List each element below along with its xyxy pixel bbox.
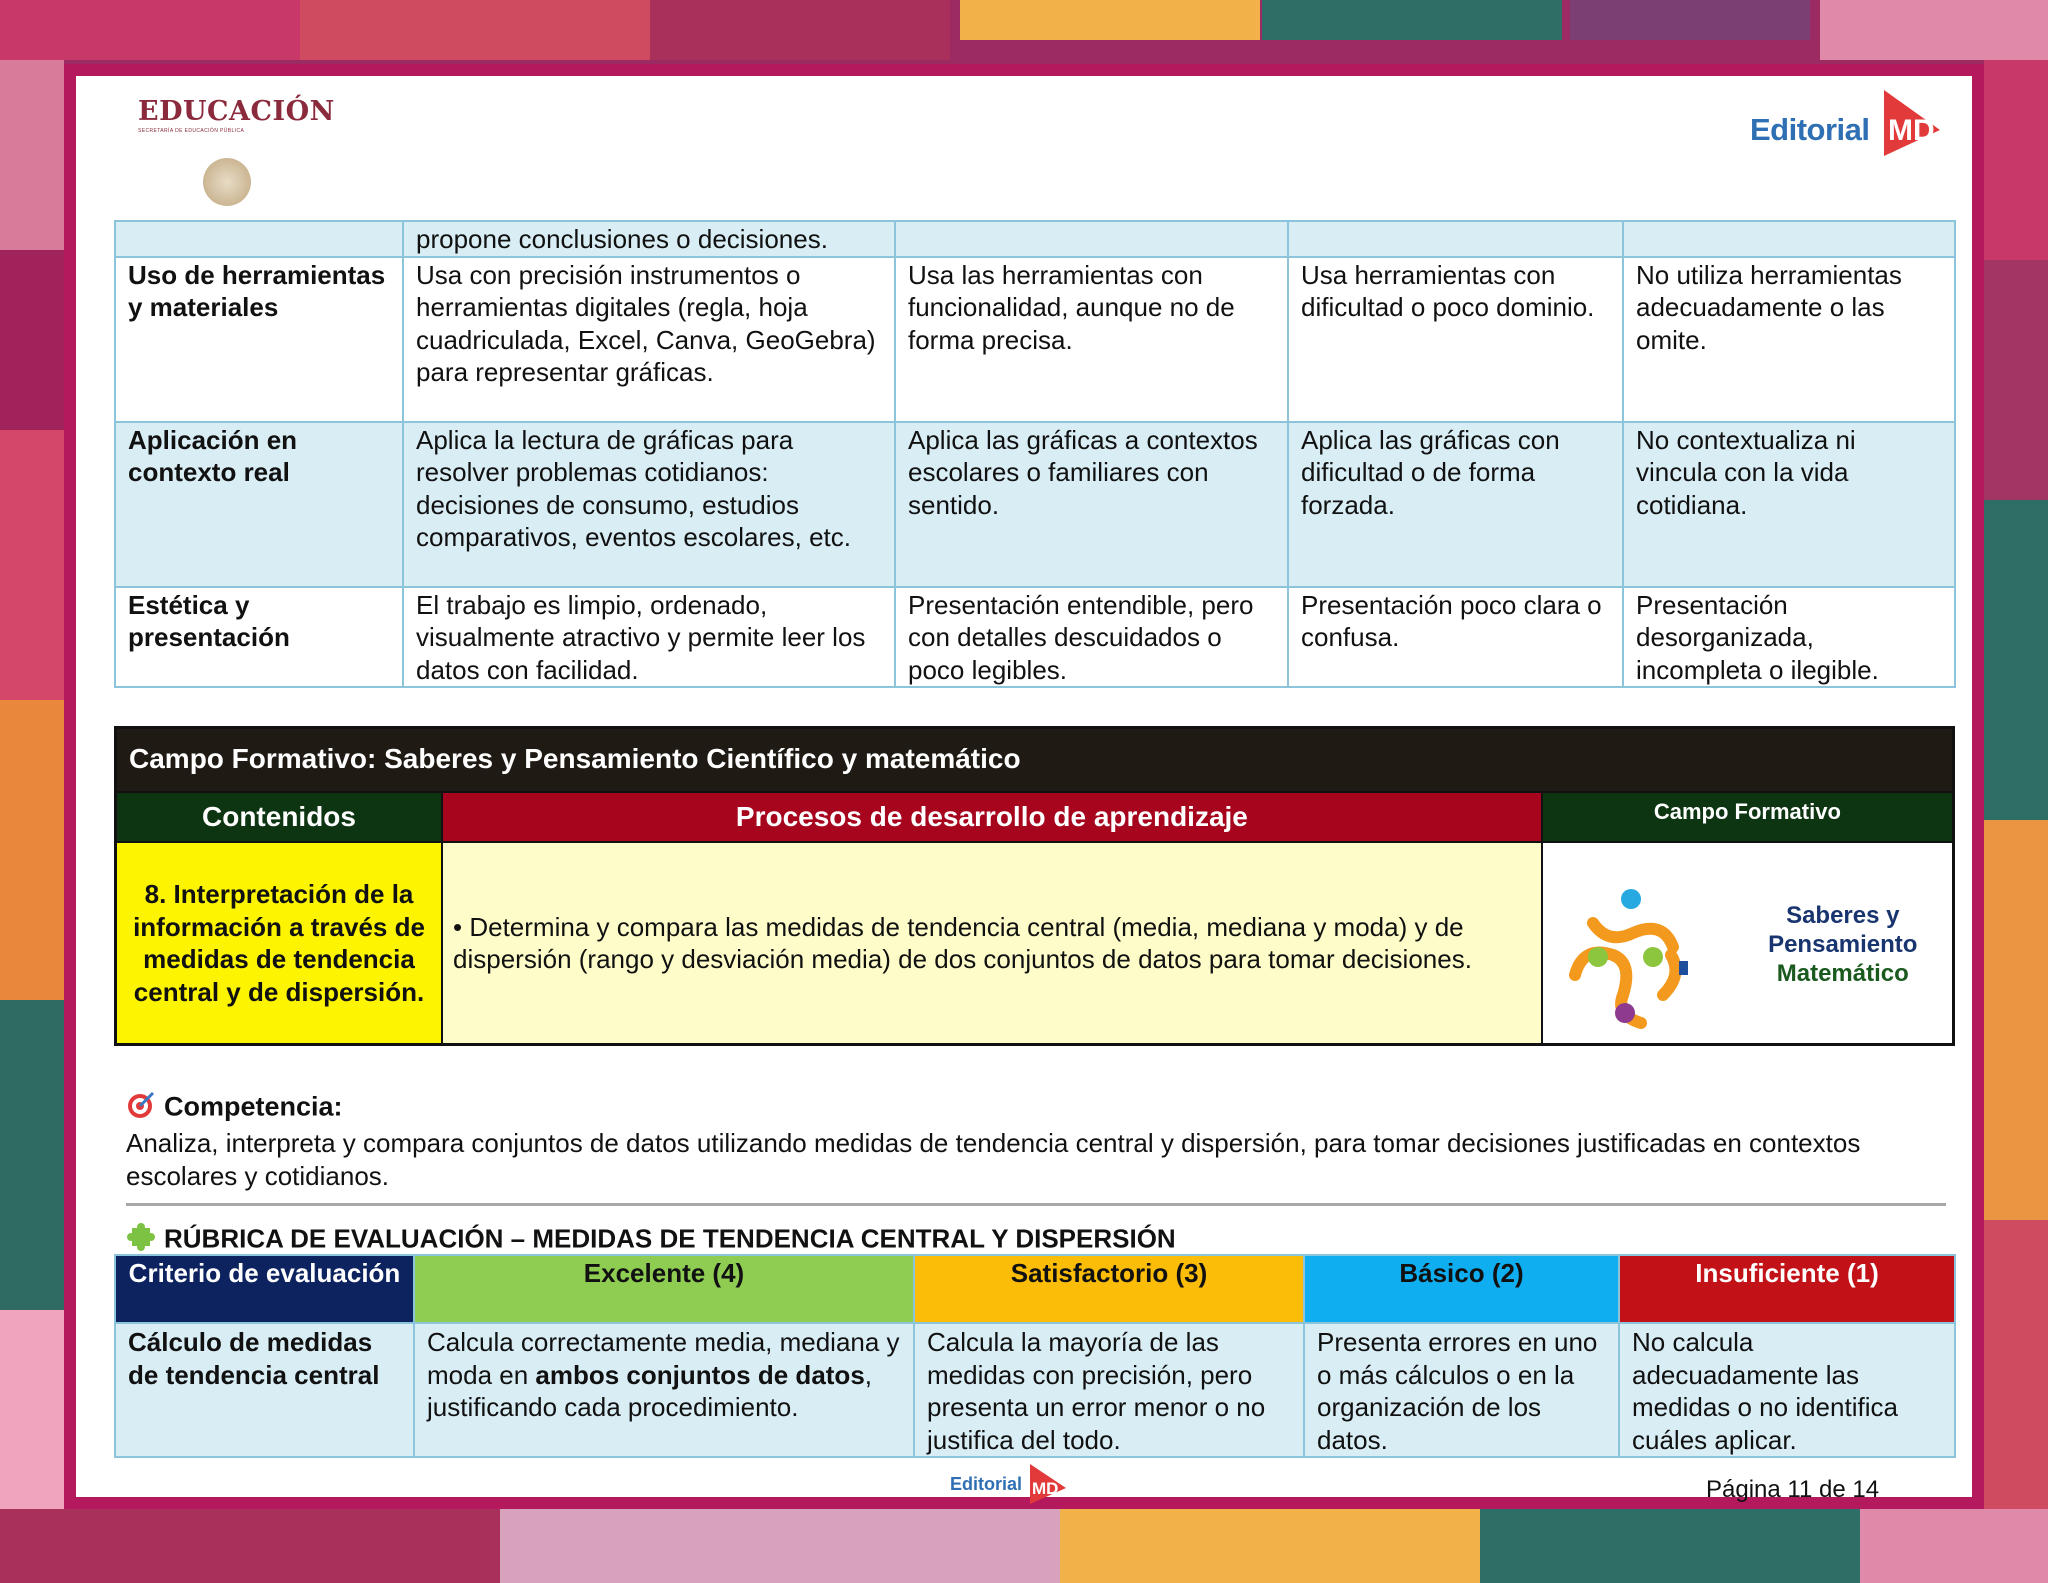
basico-cell: Usa herramientas con dificultad o poco dominio.: [1288, 257, 1623, 422]
excelente-emphasis: ambos conjuntos de datos: [535, 1359, 865, 1390]
competencia-title-text: Competencia:: [164, 1091, 343, 1122]
svg-text:MD: MD: [1032, 1479, 1059, 1498]
table-row: [115, 422, 1955, 587]
footer-editorial-logo: [950, 1460, 1070, 1510]
editorial-md-logo: [1750, 82, 1950, 162]
criterion-cell: Estética y presentación: [115, 587, 403, 688]
educacion-logo-subtext: SECRETARÍA DE EDUCACIÓN PÚBLICA: [138, 128, 245, 134]
basico-cell: Aplica las gráficas con dificultad o de forma forzada.: [1288, 422, 1623, 587]
target-icon: [126, 1090, 156, 1127]
campo-cell: [1542, 842, 1954, 1045]
editorial-logo-text: Editorial: [1750, 112, 1870, 147]
footer-logo-text: Editorial: [950, 1474, 1023, 1494]
procesos-header: Procesos de desarrollo de aprendizaje: [442, 792, 1542, 842]
campo-formativo-title: Campo Formativo: Saberes y Pensamiento Científico y matemático: [116, 728, 1954, 793]
educacion-logo-text: EDUCACIÓN: [138, 96, 335, 127]
satisfactorio-header: Satisfactorio (3): [914, 1255, 1304, 1323]
excelente-cell: [414, 1323, 914, 1457]
competencia-title: [126, 1090, 1946, 1127]
contenido-cell: 8. Interpretación de la información a través de medidas de tendencia central y de dispersión.: [116, 842, 443, 1045]
table-row: [115, 1323, 1955, 1457]
satisfactorio-cell: Presentación entendible, pero con detalles descuidados o poco legibles.: [895, 587, 1288, 688]
excelente-cell: El trabajo es limpio, ordenado, visualmente atractivo y permite leer los datos con facilidad.: [403, 587, 895, 688]
section-divider: [126, 1203, 1946, 1206]
excelente-cell: Usa con precisión instrumentos o herramientas digitales (regla, hoja cuadriculada, Excel, Canva, GeoGebra) para representar gráficas.: [403, 257, 895, 422]
excelente-cell: propone conclusiones o decisiones.: [403, 221, 895, 257]
rubric-continued-table: [114, 220, 1956, 688]
insuficiente-header: Insuficiente (1): [1619, 1255, 1955, 1323]
seal-icon: [203, 158, 251, 206]
table-row: [115, 587, 1955, 688]
campo-label-line: Matemático: [1776, 960, 1909, 987]
insuficiente-cell: Presentación desorganizada, incompleta o ilegible.: [1623, 587, 1955, 688]
insuficiente-cell: No utiliza herramientas adecuadamente o las omite.: [1623, 257, 1955, 422]
proceso-cell: • Determina y compara las medidas de tendencia central (media, mediana y moda) y de dispersión (rango y desviación media) de dos conjuntos de datos para tomar decisiones.: [442, 842, 1542, 1045]
satisfactorio-cell: Aplica las gráficas a contextos escolares o familiares con sentido.: [895, 422, 1288, 587]
satisfactorio-cell: Calcula la mayoría de las medidas con precisión, pero presenta un error menor o no justifica del todo.: [914, 1323, 1304, 1457]
basico-cell: [1288, 221, 1623, 257]
campo-header: Campo Formativo: [1542, 792, 1954, 842]
campo-formativo-table: [114, 726, 1955, 1046]
excelente-text: Calcula correctamente media, mediana y moda en: [427, 1327, 900, 1390]
campo-label-line: Pensamiento: [1768, 931, 1918, 958]
rubrica-table: [114, 1254, 1956, 1458]
insuficiente-cell: No calcula adecuadamente las medidas o no identifica cuáles aplicar.: [1619, 1323, 1955, 1457]
md-mark-icon: [1870, 82, 1950, 162]
insuficiente-cell: [1623, 221, 1955, 257]
campo-label-line: Saberes y: [1786, 902, 1900, 929]
basico-cell: Presentación poco clara o confusa.: [1288, 587, 1623, 688]
criterion-cell: Uso de herramientas y materiales: [115, 257, 403, 422]
satisfactorio-cell: Usa las herramientas con funcionalidad, aunque no de forma precisa.: [895, 257, 1288, 422]
basico-header: Básico (2): [1304, 1255, 1619, 1323]
document-page: [64, 64, 1984, 1509]
criterion-cell: Aplicación en contexto real: [115, 422, 403, 587]
md-mark-icon: [1024, 1460, 1070, 1506]
table-row: [115, 221, 1955, 257]
saberes-logo-icon: [1553, 885, 1703, 1035]
insuficiente-cell: No contextualiza ni vincula con la vida cotidiana.: [1623, 422, 1955, 587]
campo-label: [1743, 901, 1943, 988]
satisfactorio-cell: [895, 221, 1288, 257]
contenidos-header: Contenidos: [116, 792, 443, 842]
criterion-cell: [115, 221, 403, 257]
excelente-cell: Aplica la lectura de gráficas para resolver problemas cotidianos: decisiones de consumo, estudios comparativos, eventos escolares, etc.: [403, 422, 895, 587]
educacion-logo: [138, 96, 338, 134]
competencia-text: Analiza, interpreta y compara conjuntos de datos utilizando medidas de tendencia central y dispersión, para tomar decisiones justificadas en contextos escolares y cotidianos.: [126, 1128, 1861, 1191]
rubrica-title-text: RÚBRICA DE EVALUACIÓN – MEDIDAS DE TENDENCIA CENTRAL Y DISPERSIÓN: [164, 1223, 1176, 1254]
excelente-header: Excelente (4): [414, 1255, 914, 1323]
excelente-text: , justificando cada procedimiento.: [427, 1359, 873, 1422]
table-row: [115, 257, 1955, 422]
criterion-cell: Cálculo de medidas de tendencia central: [115, 1323, 414, 1457]
criterio-header: Criterio de evaluación: [115, 1255, 414, 1323]
competencia-section: [126, 1090, 1946, 1193]
page-number: Página 11 de 14: [1706, 1476, 1880, 1503]
basico-cell: Presenta errores en uno o más cálculos o en la organización de los datos.: [1304, 1323, 1619, 1457]
svg-text:MD: MD: [1888, 114, 1935, 147]
